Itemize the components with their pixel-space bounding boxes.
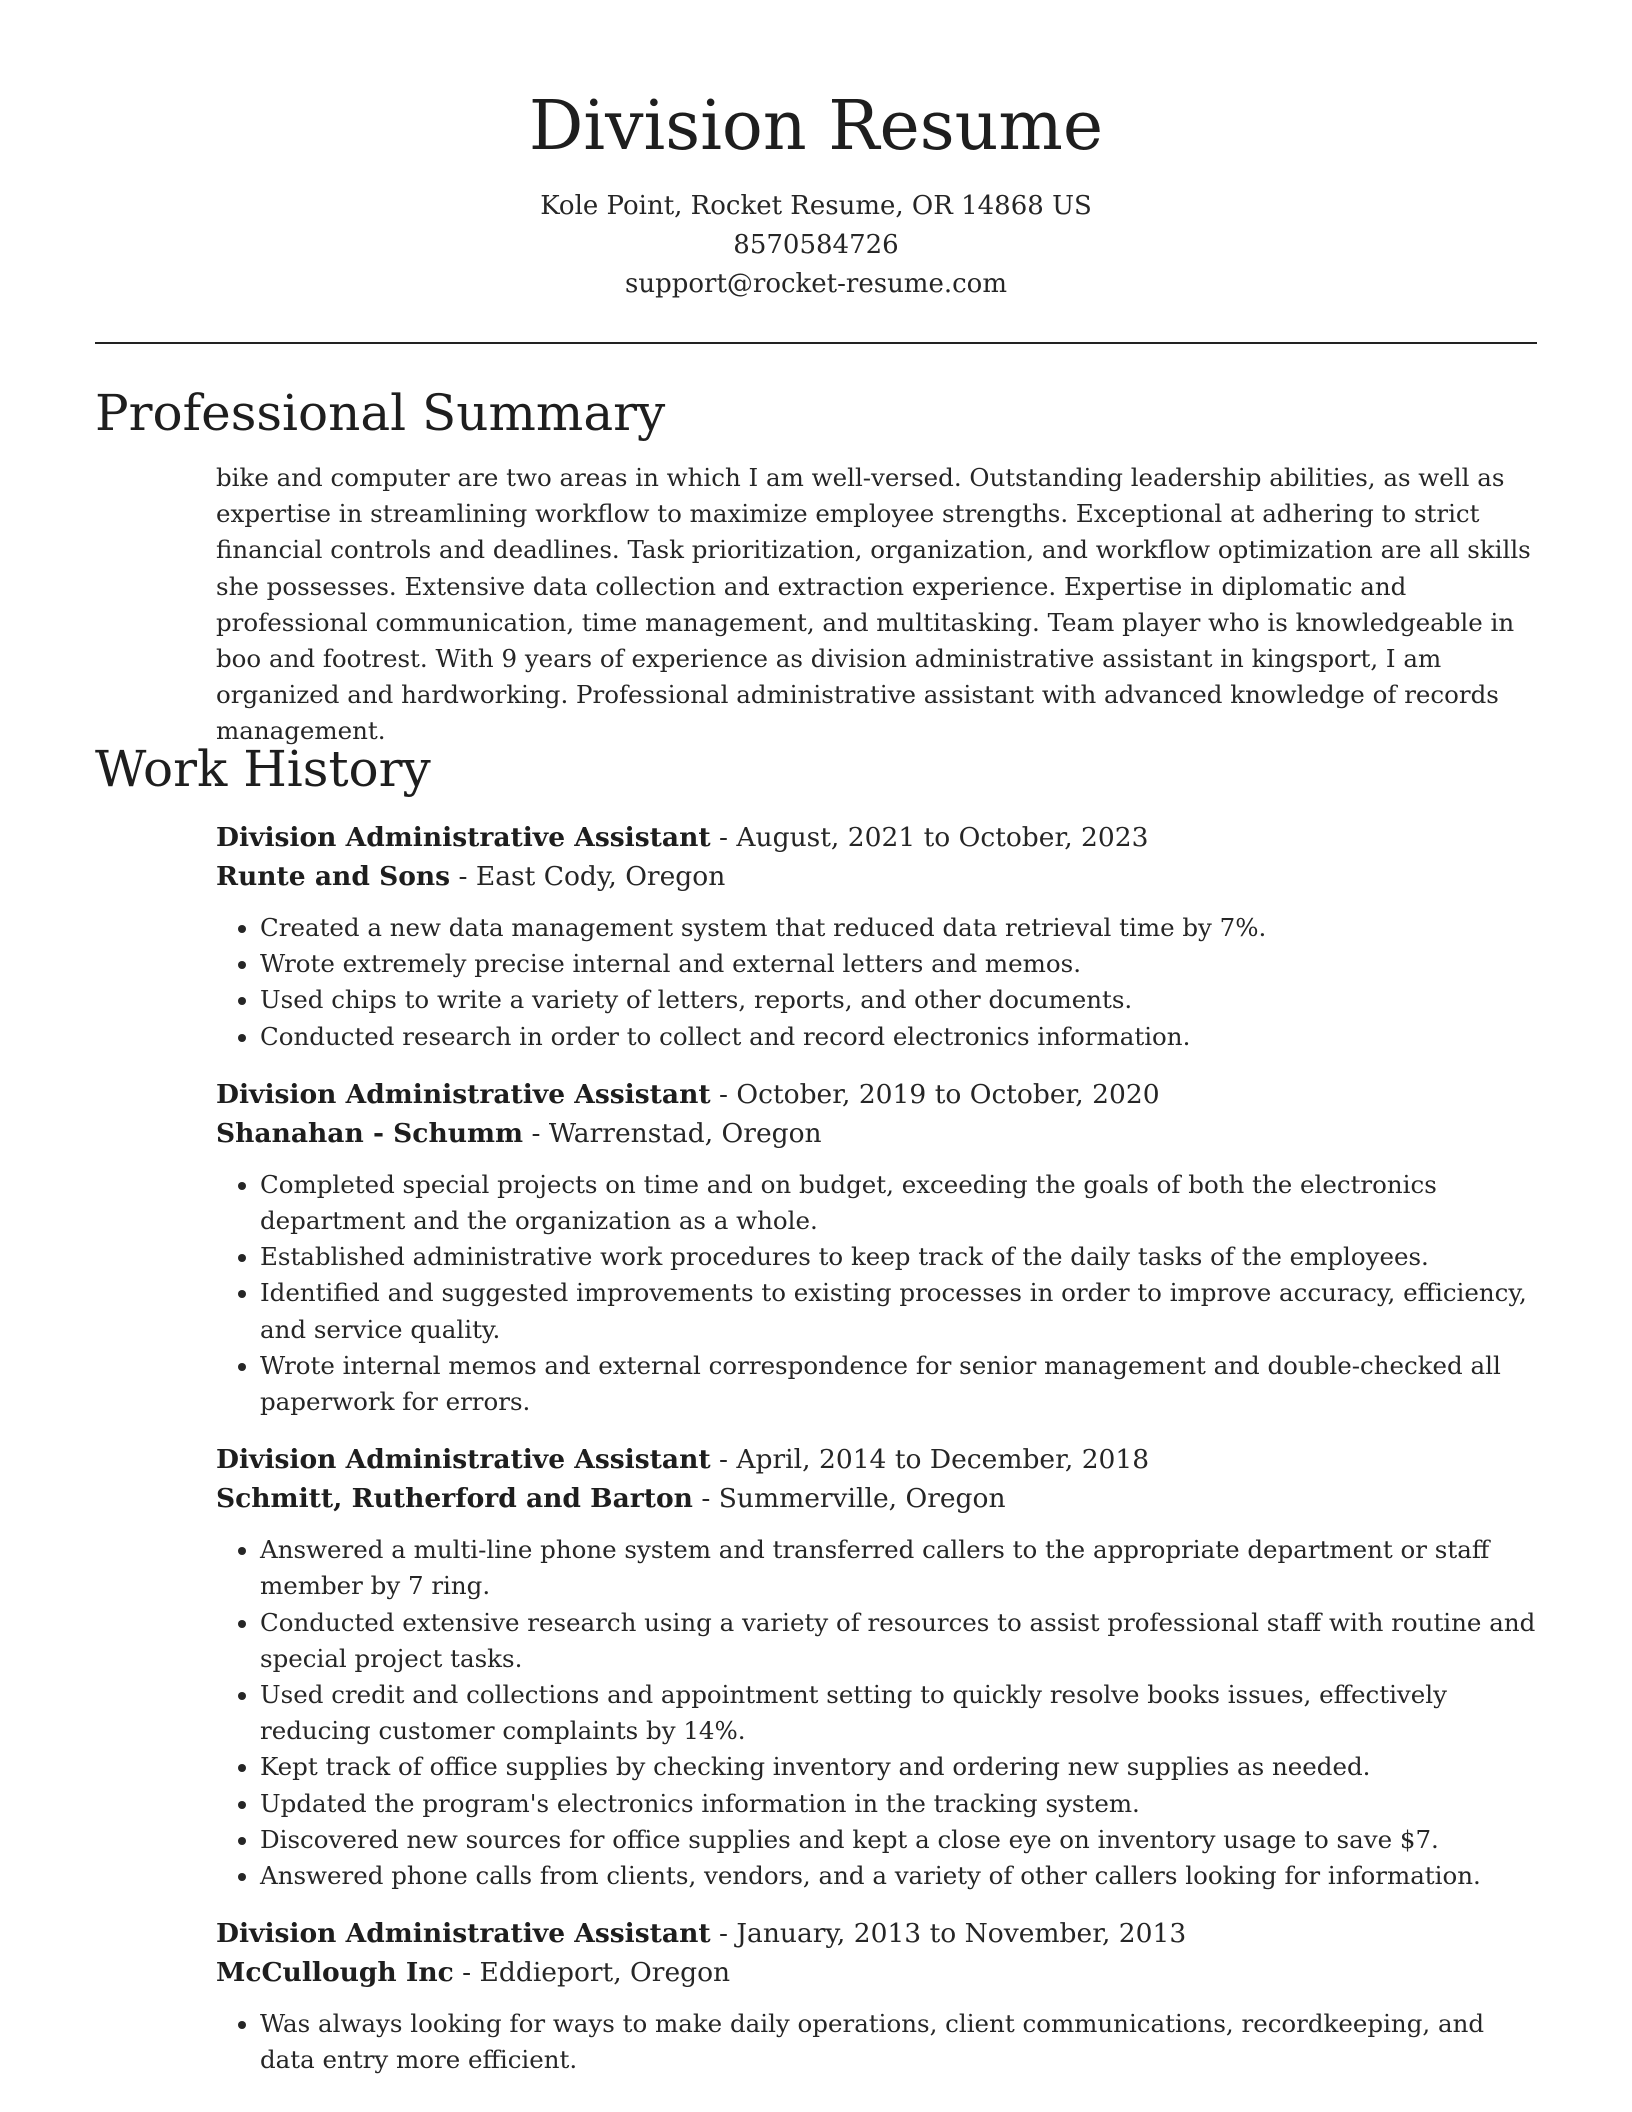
job-bullet: • Completed special projects on time and on budget, exceeding the goals of both the electronics department and the organization as a whole.	[260, 1167, 1546, 1239]
job-bullet: • Conducted research in order to collect and record electronics information.	[260, 1019, 1546, 1055]
header-divider	[95, 342, 1537, 344]
job-bullet: • Established administrative work procedures to keep track of the daily tasks of the employees.	[260, 1239, 1546, 1275]
job-title: Division Administrative Assistant	[216, 822, 711, 853]
job-title: Division Administrative Assistant	[216, 1918, 711, 1950]
work-history-list	[216, 818, 1546, 2099]
job-title-line: Division Administrative Assistant - August, 2021 to October, 2023	[216, 822, 1149, 853]
job-location: Eddieport, Oregon	[479, 1957, 731, 1989]
resume-header	[0, 82, 1632, 304]
job-entry	[216, 1075, 1546, 1420]
job-bullet: • Wrote internal memos and external correspondence for senior management and double-checked all paperwork for errors.	[260, 1348, 1546, 1420]
job-entry	[216, 818, 1546, 1055]
job-location: Summerville, Oregon	[718, 1483, 1006, 1515]
job-dates: January, 2013 to November, 2013	[736, 1918, 1187, 1950]
job-bullets	[216, 910, 1546, 1055]
job-title-line: Division Administrative Assistant - January, 2013 to November, 2013	[216, 1918, 1187, 1950]
contact-email: support@rocket-resume.com	[624, 269, 1007, 299]
job-bullets	[216, 1167, 1546, 1420]
contact-phone: 8570584726	[733, 230, 899, 260]
job-bullet: • Identified and suggested improvements to existing processes in order to improve accuracy, efficiency, and service quality.	[260, 1275, 1546, 1347]
job-title: Division Administrative Assistant	[216, 1078, 711, 1110]
work-history-heading: Work History	[95, 740, 431, 798]
job-company: Runte and Sons	[216, 861, 451, 892]
job-bullet: • Answered phone calls from clients, vendors, and a variety of other callers looking for information.	[260, 1858, 1546, 1894]
job-bullets	[216, 2006, 1546, 2078]
job-location: Warrenstad, Oregon	[548, 1117, 822, 1149]
job-company-line: Runte and Sons - East Cody, Oregon	[216, 861, 726, 892]
job-bullet: • Wrote extremely precise internal and external letters and memos.	[260, 946, 1546, 982]
job-entry	[216, 1440, 1546, 1894]
job-bullet: • Was always looking for ways to make daily operations, client communications, recordkeeping, and data entry more efficient.	[260, 2006, 1546, 2078]
job-company-line: Shanahan - Schumm - Warrenstad, Oregon	[216, 1117, 822, 1149]
job-title-line: Division Administrative Assistant - April, 2014 to December, 2018	[216, 1444, 1150, 1476]
job-company-line: McCullough Inc - Eddieport, Oregon	[216, 1957, 731, 1989]
job-title: Division Administrative Assistant	[216, 1444, 711, 1476]
job-title-line: Division Administrative Assistant - October, 2019 to October, 2020	[216, 1078, 1160, 1110]
job-company: Schmitt, Rutherford and Barton	[216, 1483, 693, 1515]
job-bullet: • Used credit and collections and appointment setting to quickly resolve books issues, effectively reducing customer complaints by 14%.	[260, 1677, 1546, 1749]
job-bullet: • Discovered new sources for office supplies and kept a close eye on inventory usage to save $7.	[260, 1822, 1546, 1858]
contact-address: Kole Point, Rocket Resume, OR 14868 US	[540, 191, 1092, 221]
resume-title: Division Resume	[528, 87, 1104, 166]
job-bullet: • Used chips to write a variety of letters, reports, and other documents.	[260, 982, 1546, 1018]
job-company: Shanahan - Schumm	[216, 1117, 524, 1149]
contact-info	[0, 187, 1632, 304]
job-location: East Cody, Oregon	[475, 861, 726, 892]
job-dates: October, 2019 to October, 2020	[736, 1078, 1160, 1110]
job-entry	[216, 1914, 1546, 2078]
job-bullet: • Answered a multi-line phone system and transferred callers to the appropriate department or staff member by 7 ring.	[260, 1532, 1546, 1604]
job-bullet: • Conducted extensive research using a variety of resources to assist professional staff with routine and special project tasks.	[260, 1605, 1546, 1677]
summary-text: bike and computer are two areas in which I am well-versed. Outstanding leadership abilities, as well as expertise in streamlining workflow to maximize employee strengths. Exceptional at adhering to strict financial controls and deadlines. Task prioritization, organization, and workflow optimization are all skills she possesses. Extensive data collection and extraction experience. Expertise in diplomatic and professional communication, time management, and multitasking. Team player who is knowledgeable in boo and footrest. With 9 years of experience as division administrative assistant in kingsport, I am organized and hardworking. Professional administrative assistant with advanced knowledge of records management.	[216, 463, 1531, 746]
job-dates: August, 2021 to October, 2023	[736, 822, 1149, 853]
job-bullet: • Created a new data management system that reduced data retrieval time by 7%.	[260, 910, 1546, 946]
job-bullet: • Updated the program's electronics information in the tracking system.	[260, 1786, 1546, 1822]
job-dates: April, 2014 to December, 2018	[736, 1444, 1150, 1476]
job-bullets	[216, 1532, 1546, 1894]
summary-heading: Professional Summary	[95, 384, 666, 442]
job-company: McCullough Inc	[216, 1957, 454, 1989]
job-bullet: • Kept track of office supplies by checking inventory and ordering new supplies as needed.	[260, 1749, 1546, 1785]
job-company-line: Schmitt, Rutherford and Barton - Summerville, Oregon	[216, 1483, 1006, 1515]
